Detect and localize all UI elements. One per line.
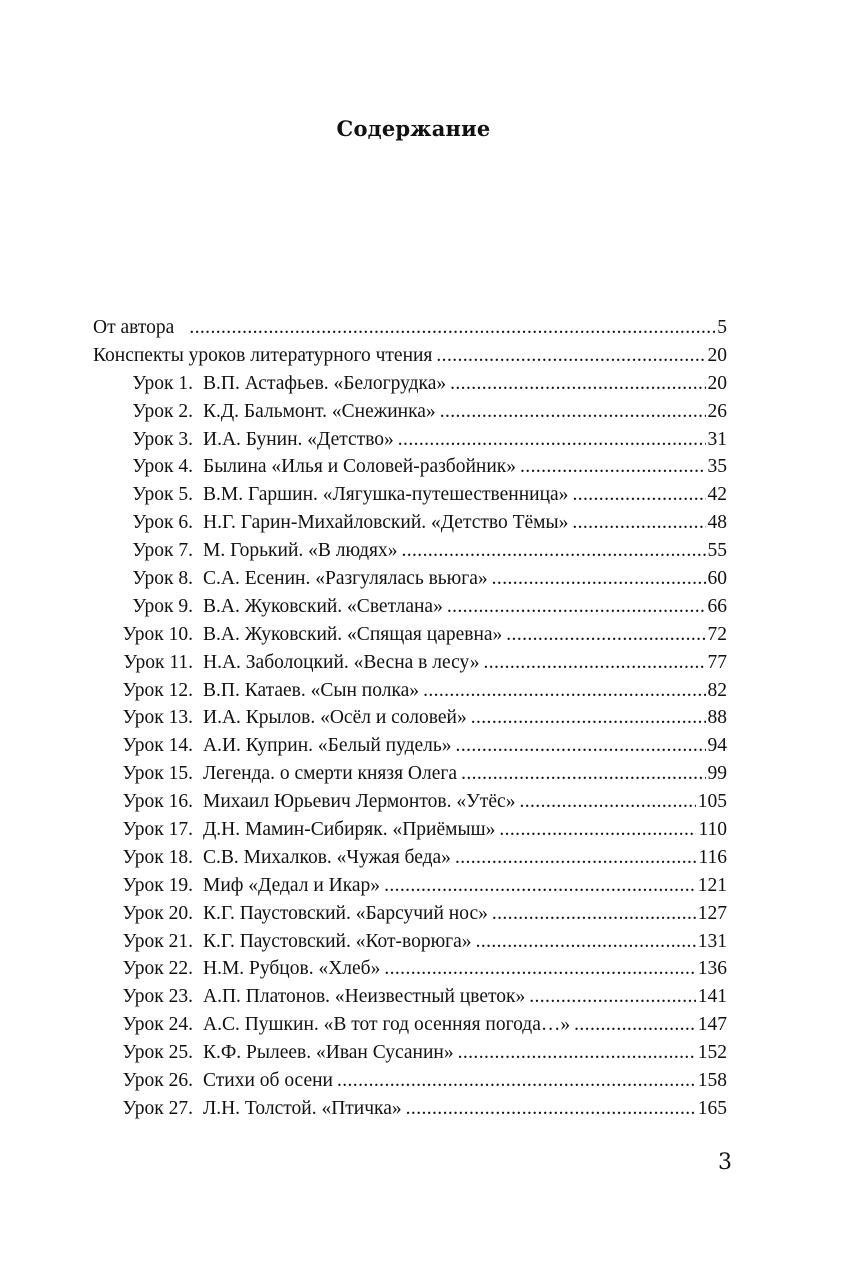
lesson-number: Урок 2. xyxy=(132,400,193,422)
dot-leader xyxy=(492,565,706,593)
lesson-number: Урок 15. xyxy=(122,763,193,785)
lesson-number: Урок 6. xyxy=(132,512,193,534)
lesson-page: 116 xyxy=(698,846,727,868)
lesson-number: Урок 19. xyxy=(122,874,193,896)
toc-lesson-entry[interactable] xyxy=(93,593,727,621)
dot-leader xyxy=(398,426,706,454)
toc-entry-label: Конспекты уроков литературного чтения xyxy=(93,344,433,366)
lesson-number: Урок 22. xyxy=(122,958,193,980)
lesson-title: Н.М. Рубцов. «Хлеб» xyxy=(203,958,381,980)
dot-leader xyxy=(529,983,696,1011)
lesson-number: Урок 5. xyxy=(132,484,193,506)
dot-leader xyxy=(423,677,705,705)
toc-lesson-entry[interactable] xyxy=(93,481,727,509)
toc-lesson-entry[interactable] xyxy=(93,816,727,844)
lesson-number: Урок 27. xyxy=(122,1097,193,1119)
dot-leader xyxy=(406,1095,696,1123)
lesson-title: А.П. Платонов. «Неизвестный цветок» xyxy=(203,986,526,1008)
lesson-page: 165 xyxy=(697,1097,727,1119)
lesson-number: Урок 13. xyxy=(122,707,193,729)
lesson-title: Стихи об осени xyxy=(203,1070,333,1092)
lesson-number: Урок 7. xyxy=(132,540,193,562)
lesson-page: 121 xyxy=(697,874,727,896)
toc-lesson-entry[interactable] xyxy=(93,872,727,900)
lesson-page: 147 xyxy=(697,1014,727,1036)
lesson-title: В.М. Гаршин. «Лягушка-путешественница» xyxy=(203,484,569,506)
dot-leader xyxy=(440,398,706,426)
dot-leader xyxy=(384,955,695,983)
lesson-number: Урок 11. xyxy=(123,651,193,673)
lesson-number: Урок 16. xyxy=(122,791,193,813)
toc-lesson-entry[interactable] xyxy=(93,983,727,1011)
dot-leader xyxy=(450,370,705,398)
lesson-number: Урок 26. xyxy=(122,1070,193,1092)
toc-lesson-entry[interactable] xyxy=(93,677,727,705)
lesson-page: 127 xyxy=(697,902,727,924)
toc-lesson-entry[interactable] xyxy=(93,509,727,537)
lesson-number: Урок 17. xyxy=(122,819,193,841)
lesson-number: Урок 18. xyxy=(122,846,193,868)
lesson-page: 82 xyxy=(707,679,727,701)
toc-lesson-entry[interactable] xyxy=(93,1011,727,1039)
lesson-title: Легенда. о смерти князя Олега xyxy=(203,763,458,785)
lesson-page: 88 xyxy=(707,707,727,729)
lesson-page: 110 xyxy=(698,819,727,841)
toc-entry-from-author[interactable] xyxy=(93,314,727,342)
lesson-title: Н.А. Заболоцкий. «Весна в лесу» xyxy=(203,651,480,673)
lesson-page: 152 xyxy=(697,1042,727,1064)
lesson-number: Урок 14. xyxy=(122,735,193,757)
lesson-title: С.А. Есенин. «Разгулялась вьюга» xyxy=(203,568,488,590)
lesson-title: А.С. Пушкин. «В тот год осенняя погода…» xyxy=(203,1014,571,1036)
dot-leader xyxy=(436,342,705,370)
dot-leader xyxy=(401,537,705,565)
lesson-number: Урок 23. xyxy=(122,986,193,1008)
toc-lesson-entry[interactable] xyxy=(93,565,727,593)
lesson-title: К.Д. Бальмонт. «Снежинка» xyxy=(203,400,436,422)
lesson-page: 31 xyxy=(707,428,727,450)
toc-lesson-entry[interactable] xyxy=(93,844,727,872)
lesson-number: Урок 24. xyxy=(122,1014,193,1036)
lesson-title: К.Ф. Рылеев. «Иван Сусанин» xyxy=(203,1042,454,1064)
lesson-list xyxy=(93,370,727,1123)
lesson-page: 60 xyxy=(707,568,727,590)
lesson-title: Н.Г. Гарин-Михайловский. «Детство Тёмы» xyxy=(203,512,569,534)
lesson-title: Михаил Юрьевич Лермонтов. «Утёс» xyxy=(203,791,516,813)
toc-lesson-entry[interactable] xyxy=(93,788,727,816)
dot-leader xyxy=(471,704,706,732)
dot-leader xyxy=(574,1011,696,1039)
lesson-page: 77 xyxy=(707,651,727,673)
lesson-page: 105 xyxy=(697,791,727,813)
toc-lesson-entry[interactable] xyxy=(93,1067,727,1095)
dot-leader xyxy=(519,788,695,816)
lesson-title: Л.Н. Толстой. «Птичка» xyxy=(203,1097,402,1119)
lesson-number: Урок 8. xyxy=(132,568,193,590)
toc-lesson-entry[interactable] xyxy=(93,704,727,732)
lesson-page: 35 xyxy=(707,456,727,478)
lesson-page: 26 xyxy=(707,400,727,422)
lesson-title: Былина «Илья и Соловей-разбойник» xyxy=(203,456,517,478)
lesson-number: Урок 4. xyxy=(132,456,193,478)
dot-leader xyxy=(484,649,706,677)
lesson-page: 42 xyxy=(707,484,727,506)
lesson-number: Урок 1. xyxy=(132,372,193,394)
page-number: 3 xyxy=(718,1150,732,1175)
dot-leader xyxy=(458,1039,696,1067)
lesson-number: Урок 3. xyxy=(132,428,193,450)
lesson-title: С.В. Михалков. «Чужая беда» xyxy=(203,846,451,868)
lesson-title: В.А. Жуковский. «Спящая царевна» xyxy=(203,623,503,645)
lesson-number: Урок 20. xyxy=(122,902,193,924)
dot-leader xyxy=(461,760,705,788)
lesson-page: 99 xyxy=(707,763,727,785)
dot-leader xyxy=(447,593,706,621)
toc-lesson-entry[interactable] xyxy=(93,732,727,760)
lesson-title: К.Г. Паустовский. «Барсучий нос» xyxy=(203,902,488,924)
toc-entry-lesson-notes[interactable] xyxy=(93,342,727,370)
lesson-title: Д.Н. Мамин-Сибиряк. «Приёмыш» xyxy=(203,819,496,841)
lesson-page: 158 xyxy=(697,1070,727,1092)
dot-leader xyxy=(520,453,705,481)
lesson-page: 72 xyxy=(707,623,727,645)
toc-lesson-entry[interactable] xyxy=(93,955,727,983)
toc-lesson-entry[interactable] xyxy=(93,900,727,928)
dot-leader xyxy=(506,621,705,649)
toc-lesson-entry[interactable] xyxy=(93,537,727,565)
toc-lesson-entry[interactable] xyxy=(93,398,727,426)
lesson-page: 136 xyxy=(697,958,727,980)
dot-leader xyxy=(384,872,696,900)
lesson-title: К.Г. Паустовский. «Кот-ворюга» xyxy=(203,930,472,952)
dot-leader xyxy=(455,844,697,872)
toc-entry-page: 20 xyxy=(707,344,727,366)
lesson-number: Урок 10. xyxy=(122,623,193,645)
lesson-title: Миф «Дедал и Икар» xyxy=(203,874,381,896)
page-title: Содержание xyxy=(336,116,491,141)
dot-leader xyxy=(572,509,705,537)
lesson-title: М. Горький. «В людях» xyxy=(203,540,398,562)
toc-lesson-entry[interactable] xyxy=(93,1095,727,1123)
lesson-number: Урок 21. xyxy=(122,930,193,952)
lesson-page: 48 xyxy=(707,512,727,534)
toc-lesson-entry[interactable] xyxy=(93,453,727,481)
toc-lesson-entry[interactable] xyxy=(93,928,727,956)
toc-lesson-entry[interactable] xyxy=(93,649,727,677)
lesson-title: И.А. Крылов. «Осёл и соловей» xyxy=(203,707,467,729)
lesson-page: 20 xyxy=(707,372,727,394)
dot-leader xyxy=(476,928,696,956)
lesson-page: 131 xyxy=(697,930,727,952)
dot-leader xyxy=(492,900,696,928)
lesson-title: И.А. Бунин. «Детство» xyxy=(203,428,394,450)
lesson-page: 141 xyxy=(697,986,727,1008)
dot-leader xyxy=(572,481,705,509)
lesson-number: Урок 12. xyxy=(122,679,193,701)
toc-lesson-entry[interactable] xyxy=(93,1039,727,1067)
toc-lesson-entry[interactable] xyxy=(93,426,727,454)
dot-leader xyxy=(189,314,715,342)
lesson-title: В.П. Катаев. «Сын полка» xyxy=(203,679,420,701)
toc-lesson-entry[interactable] xyxy=(93,370,727,398)
toc-entry-label: От автора xyxy=(93,317,175,338)
lesson-page: 94 xyxy=(707,735,727,757)
lesson-title: А.И. Куприн. «Белый пудель» xyxy=(203,735,452,757)
toc-lesson-entry[interactable] xyxy=(93,760,727,788)
toc-entry-page: 5 xyxy=(717,317,727,338)
lesson-page: 55 xyxy=(707,540,727,562)
dot-leader xyxy=(499,816,696,844)
lesson-number: Урок 25. xyxy=(122,1042,193,1064)
lesson-page: 66 xyxy=(707,595,727,617)
lesson-title: В.П. Астафьев. «Белогрудка» xyxy=(203,372,447,394)
table-of-contents xyxy=(93,314,727,1123)
lesson-title: В.А. Жуковский. «Светлана» xyxy=(203,595,443,617)
dot-leader xyxy=(337,1067,696,1095)
dot-leader xyxy=(456,732,706,760)
toc-lesson-entry[interactable] xyxy=(93,621,727,649)
lesson-number: Урок 9. xyxy=(132,595,193,617)
